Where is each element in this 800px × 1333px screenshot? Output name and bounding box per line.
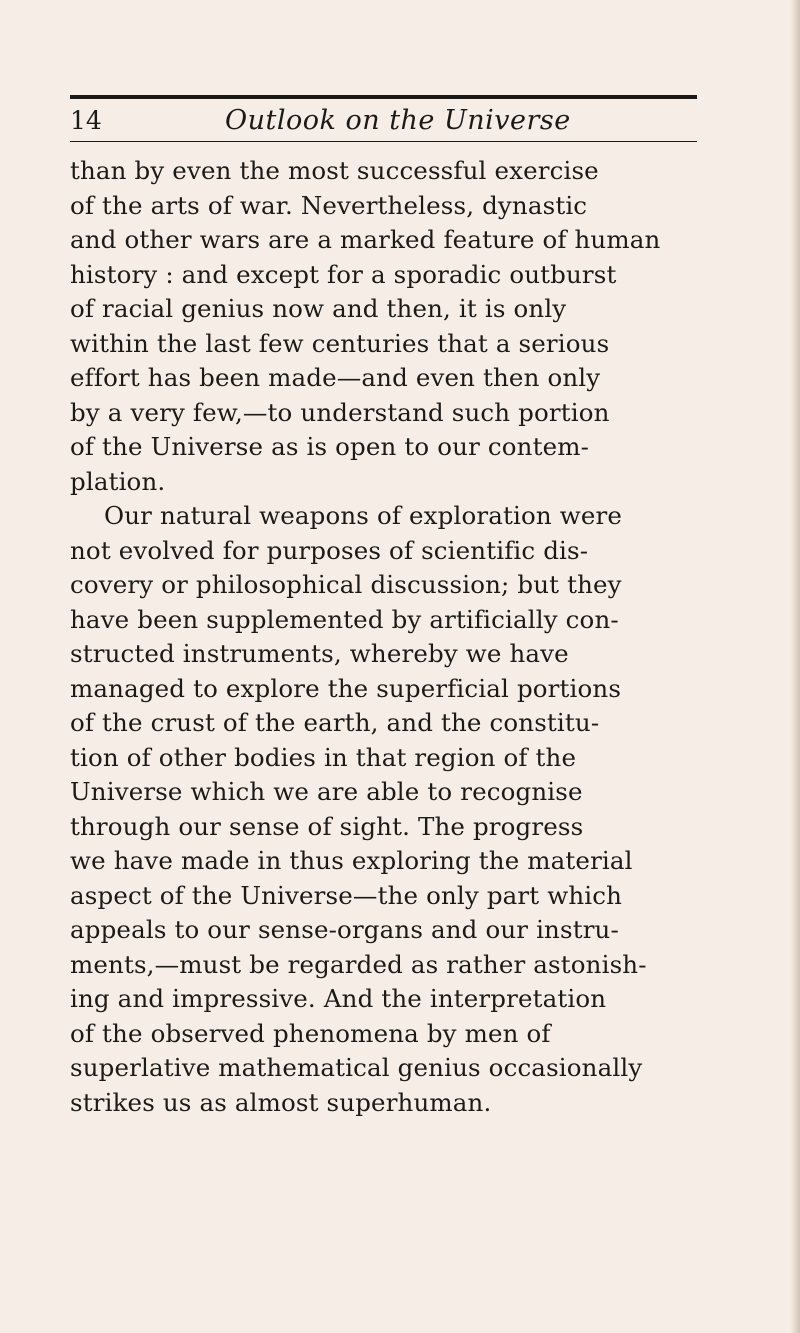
text-line: have been supplemented by artificially con- xyxy=(70,604,619,634)
text-line: of the crust of the earth, and the constitu- xyxy=(70,708,600,737)
text-line: ments,—must be regarded as rather astonish- xyxy=(70,949,647,979)
text-line: of the arts of war. Nevertheless, dynastic xyxy=(70,190,588,220)
text-line: effort has been made—and even then only xyxy=(70,363,601,392)
paragraph-first-line: Our natural weapons of exploration were xyxy=(104,501,623,530)
text-line: of the observed phenomena by men of xyxy=(70,1018,551,1048)
text-line: strikes us as almost superhuman. xyxy=(70,1087,492,1117)
text-line: not evolved for purposes of scientific dis- xyxy=(70,535,589,565)
text-line: superlative mathematical genius occasionally xyxy=(70,1053,643,1082)
text-line: plation. xyxy=(70,466,166,496)
text-line: through our sense of sight. The progress xyxy=(70,811,584,841)
text-line: of the Universe as is open to our contem- xyxy=(70,432,590,461)
text-line: covery or philosophical discussion; but they xyxy=(70,570,622,599)
text-line: managed to explore the superficial portions xyxy=(70,673,622,703)
text-line: tion of other bodies in that region of the xyxy=(70,742,577,772)
body-text xyxy=(70,154,710,1120)
running-title: Outlook on the Universe xyxy=(225,105,571,136)
text-line: history : and except for a sporadic outburst xyxy=(70,259,617,289)
text-line: by a very few,—to understand such portion xyxy=(70,397,610,427)
header-rule-bottom xyxy=(70,141,697,142)
text-line: appeals to our sense-organs and our instru- xyxy=(70,915,619,944)
text-line: and other wars are a marked feature of human xyxy=(70,225,661,254)
text-line: structed instruments, whereby we have xyxy=(70,639,569,668)
text-line: ing and impressive. And the interpretation xyxy=(70,984,607,1013)
page-number: 14 xyxy=(70,106,102,135)
text-line: Universe which we are able to recognise xyxy=(70,777,583,806)
text-line: aspect of the Universe—the only part which xyxy=(70,880,623,910)
running-header xyxy=(70,104,697,140)
text-line: of racial genius now and then, it is only xyxy=(70,294,567,323)
page-edge xyxy=(790,0,800,1333)
header-rule-top xyxy=(70,95,697,99)
text-line: we have made in thus exploring the material xyxy=(70,846,633,875)
text-line: than by even the most successful exercise xyxy=(70,156,599,185)
text-line: within the last few centuries that a serious xyxy=(70,328,610,358)
